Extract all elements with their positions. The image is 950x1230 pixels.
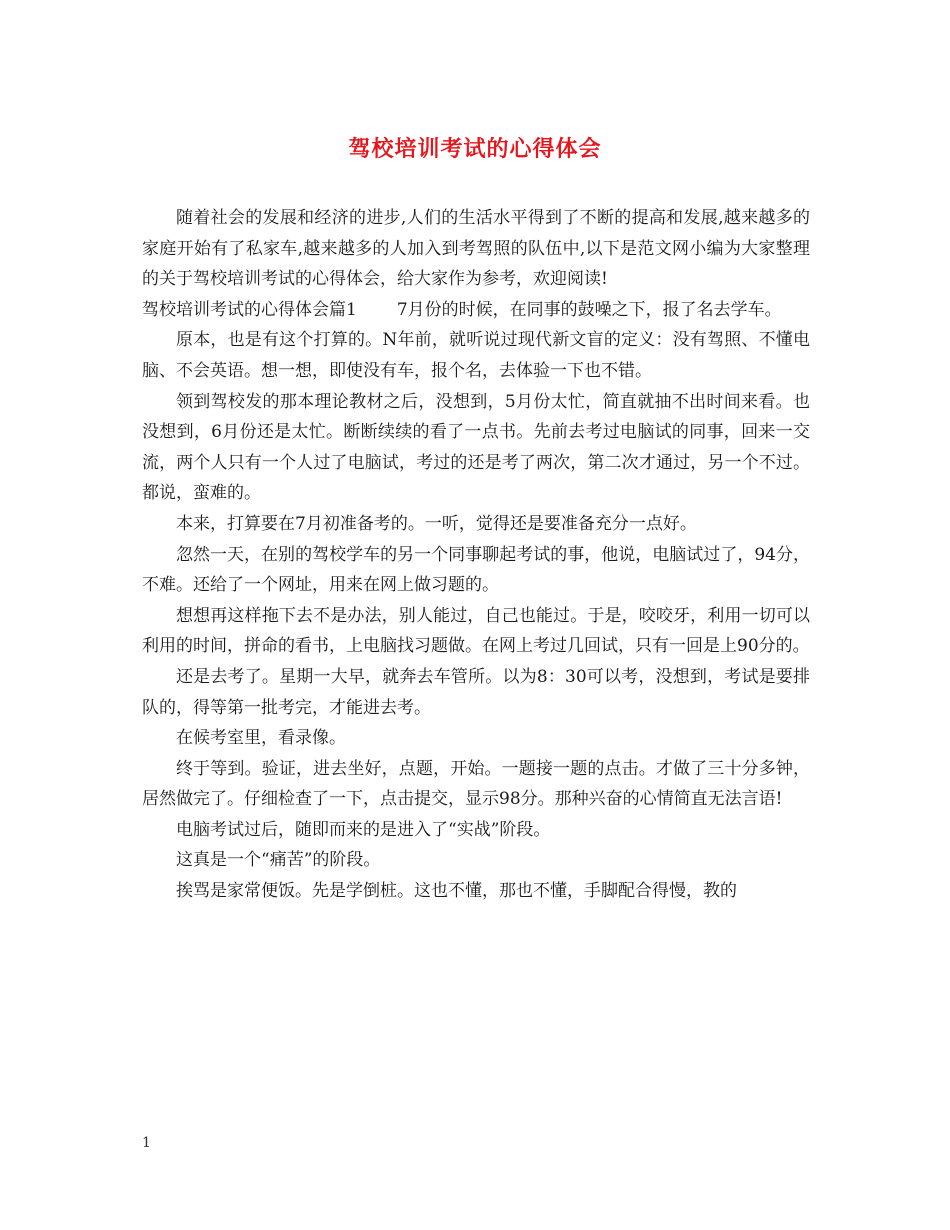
- paragraph-intro: 随着社会的发展和经济的进步,人们的生活水平得到了不断的提高和发展,越来越多的家庭开始有了私家车,越来越多的人加入到考驾照的队伍中,以下是范文网小编为大家整理的关于驾校培训考试的心得体会，给大家作为参考，欢迎阅读!: [142, 208, 810, 290]
- document-body: [142, 203, 810, 907]
- paragraph: 还是去考了。星期一大早，就奔去车管所。以为8：30可以考，没想到，考试是要排队的，得等第一批考完，才能进去考。: [142, 666, 810, 718]
- paragraph: 本来，打算要在7月初准备考的。一听，觉得还是要准备充分一点好。: [176, 513, 697, 534]
- paragraph: 想想再这样拖下去不是办法，别人能过，自己也能过。于是，咬咬牙，利用一切可以利用的时间，拼命的看书，上电脑找习题做。在网上考过几回试，只有一回是上90分的。: [142, 605, 810, 657]
- paragraph: 挨骂是家常便饭。先是学倒桩。这也不懂，那也不懂，手脚配合得慢，教的: [176, 881, 737, 902]
- section-text: 7月份的时候，在同事的鼓噪之下，报了名去学车。: [396, 299, 782, 320]
- paragraph: 忽然一天，在别的驾校学车的另一个同事聊起考试的事，他说，电脑试过了，94分，不难。还给了一个网址，用来在网上做习题的。: [142, 544, 810, 596]
- paragraph: 终于等到。验证，进去坐好，点题，开始。一题接一题的点击。才做了三十分多钟，居然做完了。仔细检查了一下，点击提交，显示98分。那种兴奋的心情简直无法言语!: [142, 758, 810, 810]
- document-title: 驾校培训考试的心得体会: [348, 136, 602, 162]
- page-number: 1: [142, 1135, 151, 1151]
- paragraph: 这真是一个“痛苦”的阶段。: [176, 850, 381, 871]
- section-line: [142, 295, 810, 326]
- paragraph: 在候考室里，看录像。: [176, 728, 346, 749]
- paragraph: 原本，也是有这个打算的。N年前，就听说过现代新文盲的定义：没有驾照、不懂电脑、不会英语。想一想，即使没有车，报个名，去体验一下也不错。: [142, 330, 810, 381]
- paragraph: 电脑考试过后，随即而来的是进入了“实战”阶段。: [176, 819, 551, 840]
- paragraph: 领到驾校发的那本理论教材之后，没想到，5月份太忙，简直就抽不出时间来看。也没想到，6月份还是太忙。断断续续的看了一点书。先前去考过电脑试的同事，回来一交流，两个人只有一个人过了电脑试，考过的还是考了两次，第二次才通过，另一个不过。都说，蛮难的。: [142, 391, 810, 504]
- section-heading: 驾校培训考试的心得体会篇1: [142, 299, 357, 320]
